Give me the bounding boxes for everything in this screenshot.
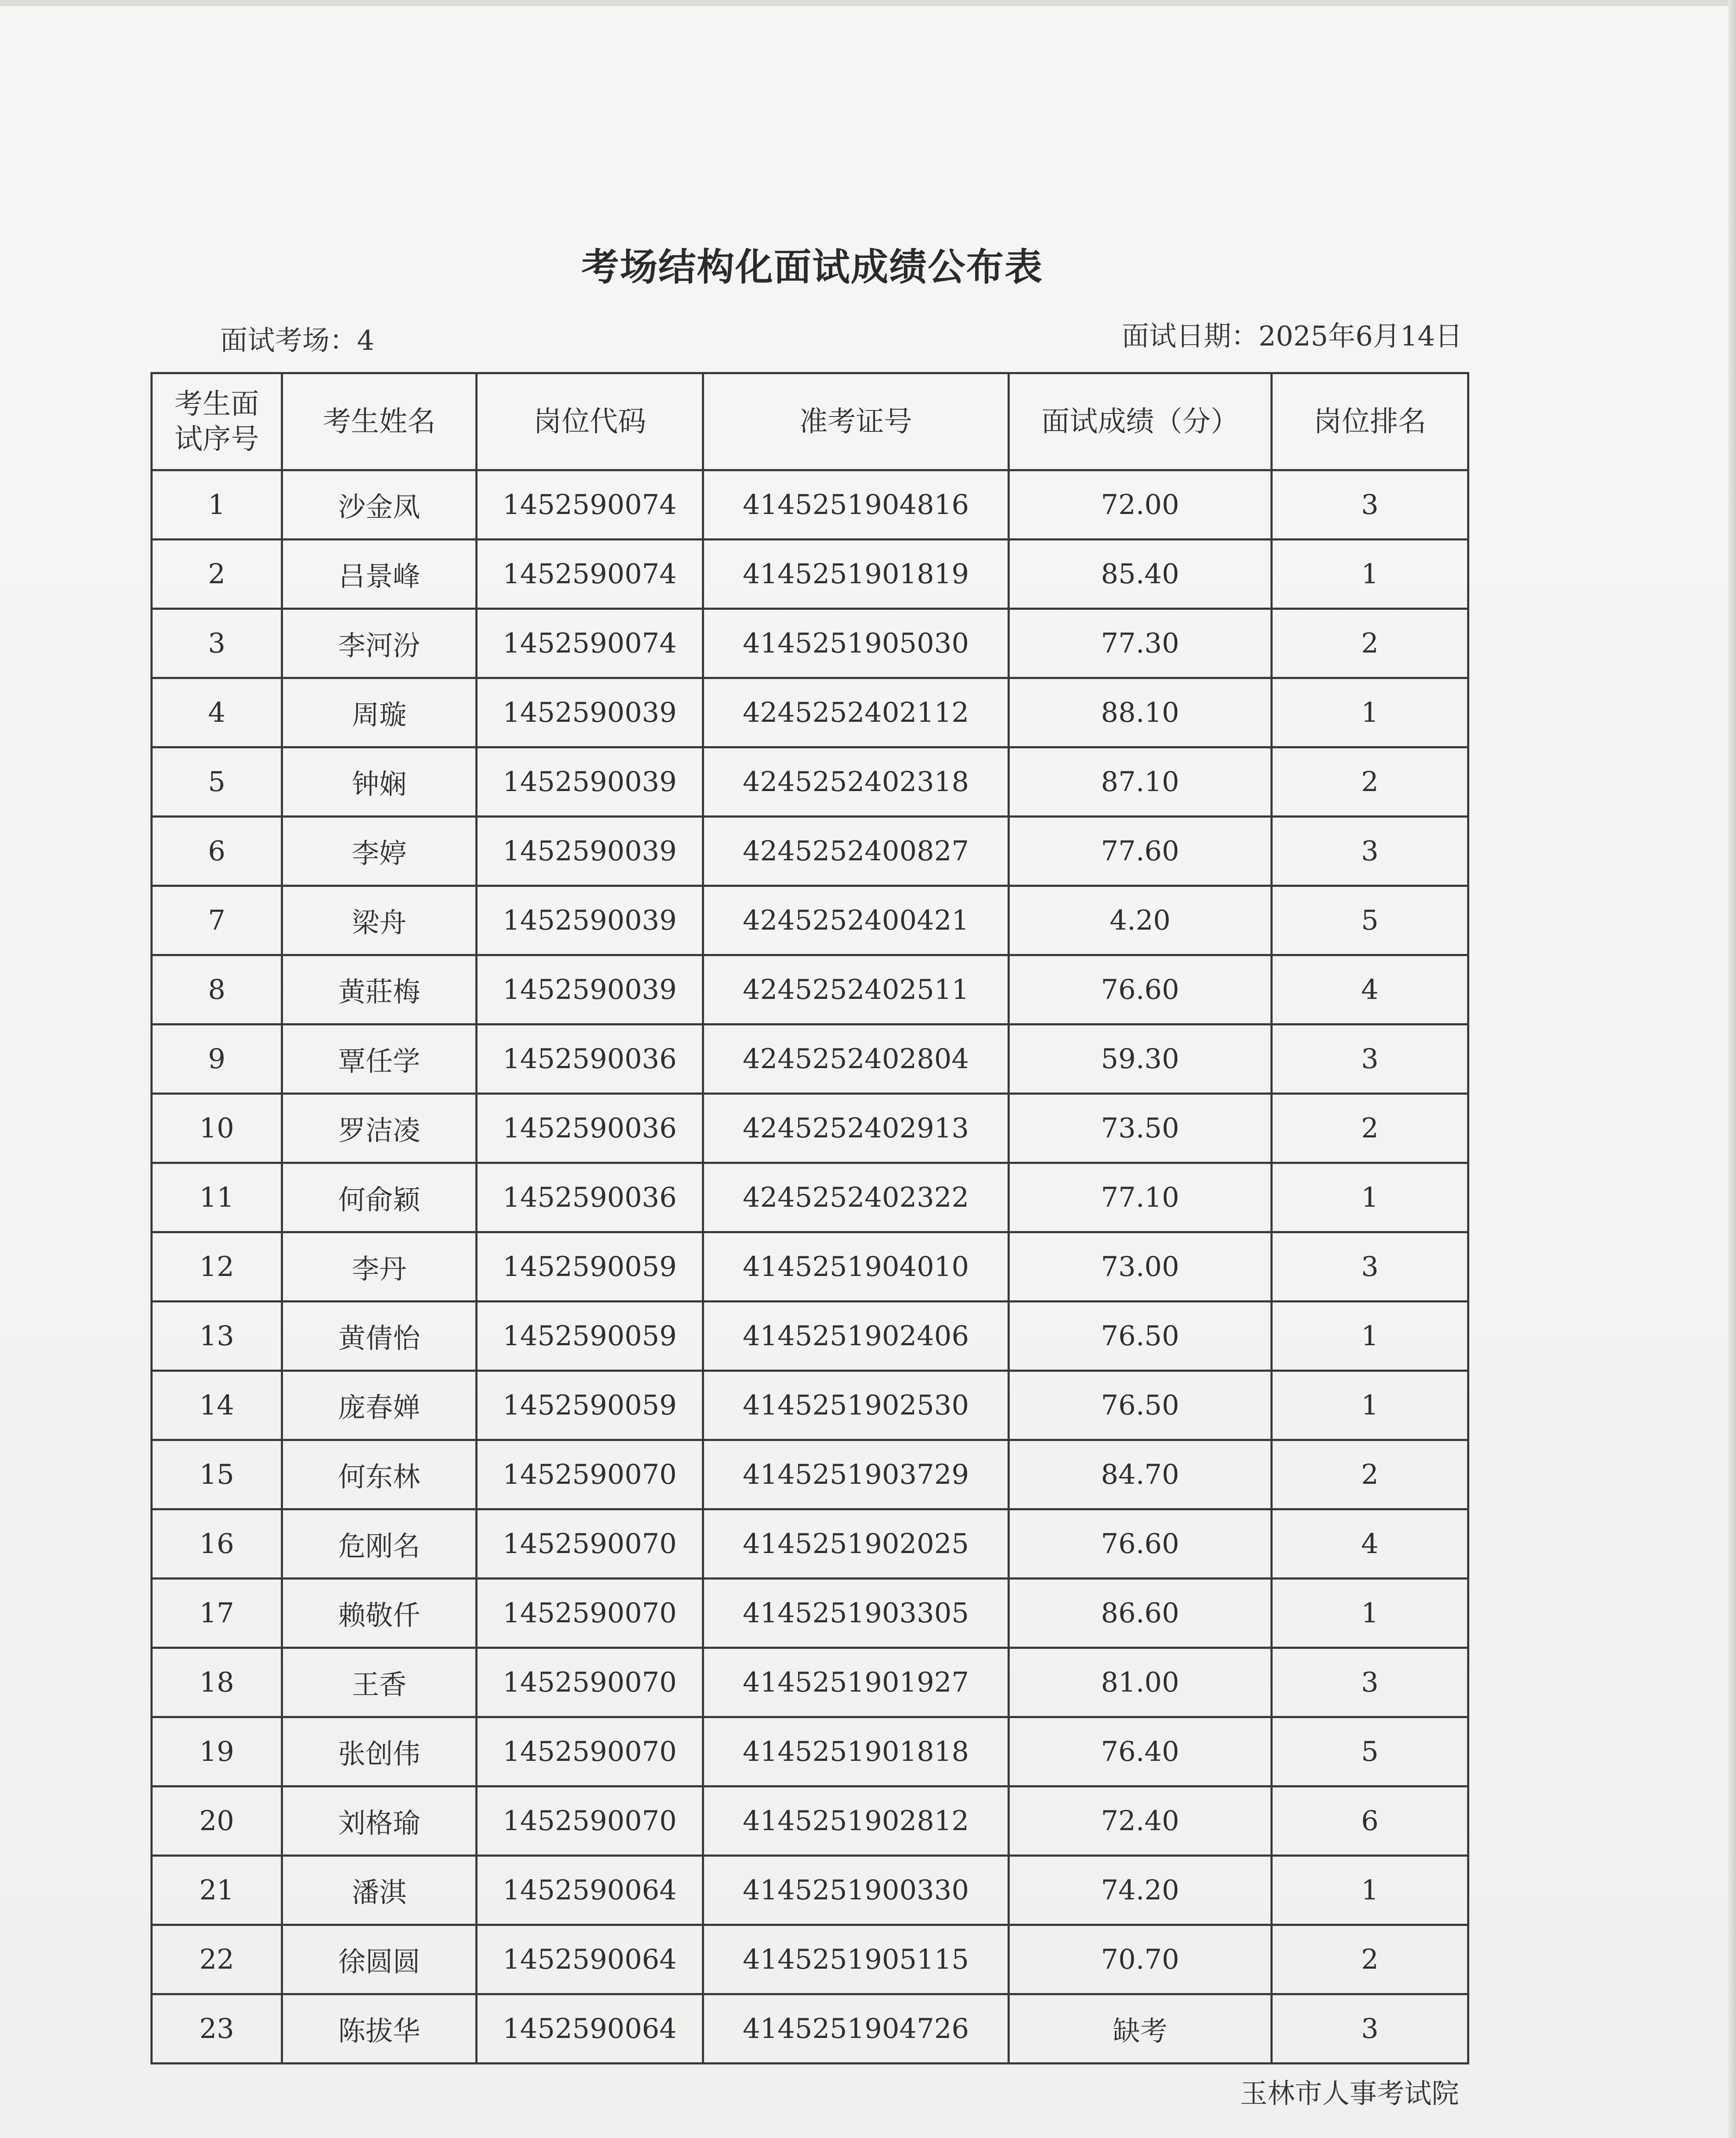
table-row [152, 1025, 1468, 1094]
cell-seq: 3 [152, 609, 282, 678]
cell-name: 覃任学 [282, 1025, 477, 1094]
table-row [152, 540, 1468, 609]
cell-seq: 19 [152, 1717, 282, 1787]
table-body [152, 470, 1468, 2064]
cell-rank: 5 [1272, 1717, 1468, 1787]
cell-position-code: 1452590039 [477, 817, 703, 886]
header-score: 面试成绩（分） [1009, 373, 1272, 470]
table-row [152, 886, 1468, 955]
cell-ticket: 4145251902025 [703, 1509, 1009, 1579]
cell-rank: 2 [1272, 1925, 1468, 1994]
table-header [152, 373, 1468, 470]
cell-position-code: 1452590070 [477, 1787, 703, 1856]
table-row [152, 1579, 1468, 1648]
cell-rank: 1 [1272, 1302, 1468, 1371]
table-row [152, 1925, 1468, 1994]
cell-score: 85.40 [1009, 540, 1272, 609]
paper-right-edge [1728, 0, 1736, 2138]
table-row [152, 1440, 1468, 1509]
cell-rank: 5 [1272, 886, 1468, 955]
cell-name: 钟娴 [282, 747, 477, 817]
cell-position-code: 1452590070 [477, 1440, 703, 1509]
cell-score: 76.40 [1009, 1717, 1272, 1787]
table-row [152, 1094, 1468, 1163]
cell-position-code: 1452590036 [477, 1163, 703, 1232]
cell-score: 76.50 [1009, 1302, 1272, 1371]
cell-position-code: 1452590059 [477, 1232, 703, 1302]
cell-name: 李河汾 [282, 609, 477, 678]
cell-name: 何俞颖 [282, 1163, 477, 1232]
table-row [152, 609, 1468, 678]
cell-seq: 16 [152, 1509, 282, 1579]
cell-position-code: 1452590036 [477, 1025, 703, 1094]
cell-rank: 1 [1272, 1856, 1468, 1925]
cell-ticket: 4145251904816 [703, 470, 1009, 540]
cell-score: 76.60 [1009, 955, 1272, 1025]
cell-position-code: 1452590039 [477, 886, 703, 955]
cell-name: 沙金凤 [282, 470, 477, 540]
cell-position-code: 1452590064 [477, 1856, 703, 1925]
cell-name: 周璇 [282, 678, 477, 747]
cell-name: 赖敬仟 [282, 1579, 477, 1648]
table-row [152, 1717, 1468, 1787]
cell-rank: 1 [1272, 1579, 1468, 1648]
cell-ticket: 4245252400827 [703, 817, 1009, 886]
cell-ticket: 4145251905030 [703, 609, 1009, 678]
cell-position-code: 1452590070 [477, 1579, 703, 1648]
cell-seq: 13 [152, 1302, 282, 1371]
table-row [152, 747, 1468, 817]
table-row [152, 1787, 1468, 1856]
cell-ticket: 4145251903305 [703, 1579, 1009, 1648]
cell-seq: 21 [152, 1856, 282, 1925]
cell-name: 刘格瑜 [282, 1787, 477, 1856]
cell-name: 危刚名 [282, 1509, 477, 1579]
cell-position-code: 1452590059 [477, 1371, 703, 1440]
table-row [152, 1509, 1468, 1579]
cell-name: 王香 [282, 1648, 477, 1717]
cell-name: 陈拔华 [282, 1994, 477, 2064]
cell-position-code: 1452590064 [477, 1994, 703, 2064]
cell-rank: 3 [1272, 470, 1468, 540]
cell-seq: 8 [152, 955, 282, 1025]
cell-score: 72.00 [1009, 470, 1272, 540]
cell-rank: 1 [1272, 1163, 1468, 1232]
paper-top-edge [0, 0, 1736, 6]
cell-ticket: 4145251902406 [703, 1302, 1009, 1371]
cell-position-code: 1452590059 [477, 1302, 703, 1371]
cell-score: 73.00 [1009, 1232, 1272, 1302]
cell-ticket: 4145251904010 [703, 1232, 1009, 1302]
cell-score: 74.20 [1009, 1856, 1272, 1925]
cell-seq: 18 [152, 1648, 282, 1717]
header-ticket: 准考证号 [703, 373, 1009, 470]
cell-position-code: 1452590070 [477, 1717, 703, 1787]
table-row [152, 470, 1468, 540]
cell-seq: 20 [152, 1787, 282, 1856]
cell-name: 潘淇 [282, 1856, 477, 1925]
cell-seq: 17 [152, 1579, 282, 1648]
cell-ticket: 4245252400421 [703, 886, 1009, 955]
cell-score: 73.50 [1009, 1094, 1272, 1163]
cell-ticket: 4145251902530 [703, 1371, 1009, 1440]
cell-ticket: 4245252402511 [703, 955, 1009, 1025]
cell-position-code: 1452590036 [477, 1094, 703, 1163]
cell-name: 何东林 [282, 1440, 477, 1509]
cell-score: 4.20 [1009, 886, 1272, 955]
exam-date-label: 面试日期：2025年6月14日 [1121, 321, 1462, 352]
cell-seq: 15 [152, 1440, 282, 1509]
cell-rank: 3 [1272, 1232, 1468, 1302]
table-row [152, 1371, 1468, 1440]
cell-ticket: 4245252402112 [703, 678, 1009, 747]
cell-position-code: 1452590039 [477, 747, 703, 817]
cell-ticket: 4145251904726 [703, 1994, 1009, 2064]
cell-rank: 1 [1272, 1371, 1468, 1440]
cell-ticket: 4245252402318 [703, 747, 1009, 817]
cell-rank: 2 [1272, 747, 1468, 817]
cell-ticket: 4145251901819 [703, 540, 1009, 609]
header-position-code: 岗位代码 [477, 373, 703, 470]
cell-score: 77.10 [1009, 1163, 1272, 1232]
cell-seq: 4 [152, 678, 282, 747]
cell-ticket: 4145251903729 [703, 1440, 1009, 1509]
header-seq-label: 考生面试序号 [174, 387, 259, 455]
page-title: 考场结构化面试成绩公布表 [581, 245, 1043, 289]
cell-rank: 3 [1272, 1994, 1468, 2064]
cell-seq: 12 [152, 1232, 282, 1302]
cell-score: 81.00 [1009, 1648, 1272, 1717]
cell-seq: 2 [152, 540, 282, 609]
cell-score: 87.10 [1009, 747, 1272, 817]
cell-name: 罗洁凌 [282, 1094, 477, 1163]
cell-ticket: 4245252402913 [703, 1094, 1009, 1163]
cell-ticket: 4145251901927 [703, 1648, 1009, 1717]
cell-position-code: 1452590074 [477, 540, 703, 609]
cell-score: 70.70 [1009, 1925, 1272, 1994]
cell-ticket: 4245252402804 [703, 1025, 1009, 1094]
exam-room-label: 面试考场：4 [220, 325, 374, 357]
cell-ticket: 4145251901818 [703, 1717, 1009, 1787]
cell-rank: 1 [1272, 678, 1468, 747]
table-row [152, 1856, 1468, 1925]
cell-ticket: 4145251902812 [703, 1787, 1009, 1856]
table-row [152, 1232, 1468, 1302]
cell-position-code: 1452590064 [477, 1925, 703, 1994]
cell-seq: 7 [152, 886, 282, 955]
table-row [152, 955, 1468, 1025]
cell-name: 黄莊梅 [282, 955, 477, 1025]
issuer-signature: 玉林市人事考试院 [1240, 2078, 1459, 2110]
cell-score: 59.30 [1009, 1025, 1272, 1094]
cell-name: 张创伟 [282, 1717, 477, 1787]
cell-position-code: 1452590074 [477, 609, 703, 678]
table-row [152, 1302, 1468, 1371]
cell-rank: 6 [1272, 1787, 1468, 1856]
cell-rank: 1 [1272, 540, 1468, 609]
cell-score: 77.30 [1009, 609, 1272, 678]
cell-name: 徐圆圆 [282, 1925, 477, 1994]
cell-rank: 4 [1272, 955, 1468, 1025]
cell-score: 76.60 [1009, 1509, 1272, 1579]
results-table [150, 372, 1469, 2064]
cell-rank: 2 [1272, 1094, 1468, 1163]
cell-score: 76.50 [1009, 1371, 1272, 1440]
header-rank: 岗位排名 [1272, 373, 1468, 470]
cell-seq: 9 [152, 1025, 282, 1094]
cell-ticket: 4245252402322 [703, 1163, 1009, 1232]
cell-seq: 10 [152, 1094, 282, 1163]
cell-name: 李丹 [282, 1232, 477, 1302]
cell-position-code: 1452590039 [477, 955, 703, 1025]
cell-rank: 3 [1272, 1648, 1468, 1717]
cell-seq: 23 [152, 1994, 282, 2064]
header-name: 考生姓名 [282, 373, 477, 470]
cell-seq: 5 [152, 747, 282, 817]
cell-rank: 2 [1272, 609, 1468, 678]
cell-ticket: 4145251900330 [703, 1856, 1009, 1925]
cell-rank: 4 [1272, 1509, 1468, 1579]
cell-position-code: 1452590070 [477, 1509, 703, 1579]
cell-position-code: 1452590074 [477, 470, 703, 540]
cell-position-code: 1452590039 [477, 678, 703, 747]
cell-score: 86.60 [1009, 1579, 1272, 1648]
cell-rank: 3 [1272, 817, 1468, 886]
cell-seq: 11 [152, 1163, 282, 1232]
table-row [152, 1163, 1468, 1232]
table-row [152, 1648, 1468, 1717]
cell-name: 李婷 [282, 817, 477, 886]
cell-name: 吕景峰 [282, 540, 477, 609]
cell-ticket: 4145251905115 [703, 1925, 1009, 1994]
cell-name: 梁舟 [282, 886, 477, 955]
table-row [152, 817, 1468, 886]
cell-rank: 3 [1272, 1025, 1468, 1094]
cell-name: 庞春婵 [282, 1371, 477, 1440]
table-row [152, 1994, 1468, 2064]
cell-seq: 6 [152, 817, 282, 886]
header-row [152, 373, 1468, 470]
cell-score: 缺考 [1009, 1994, 1272, 2064]
cell-name: 黄倩怡 [282, 1302, 477, 1371]
cell-position-code: 1452590070 [477, 1648, 703, 1717]
cell-score: 88.10 [1009, 678, 1272, 747]
cell-score: 72.40 [1009, 1787, 1272, 1856]
table-row [152, 678, 1468, 747]
cell-seq: 1 [152, 470, 282, 540]
cell-score: 84.70 [1009, 1440, 1272, 1509]
cell-rank: 2 [1272, 1440, 1468, 1509]
cell-seq: 14 [152, 1371, 282, 1440]
cell-seq: 22 [152, 1925, 282, 1994]
cell-score: 77.60 [1009, 817, 1272, 886]
header-seq [152, 373, 282, 470]
